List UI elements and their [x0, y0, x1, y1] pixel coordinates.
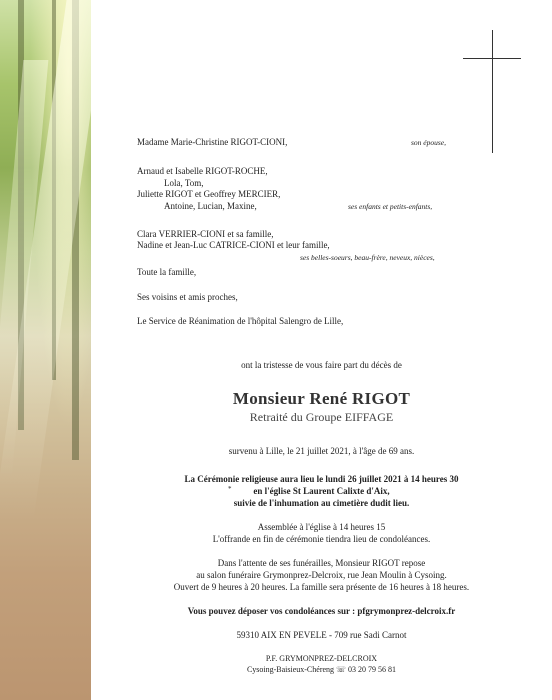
cross-icon [492, 30, 493, 153]
funeral-home-line: Dans l'attente de ses funérailles, Monsieur RIGOT repose [217, 558, 426, 568]
funeral-director-contact: Cysoing-Baisieux-Chéreng ☏ 03 20 79 56 81 [246, 665, 397, 674]
ceremony-line: La Cérémonie religieuse aura lieu le lundi 26 juillet 2021 à 14 heures 30 [184, 474, 459, 484]
family-line: Toute la famille, [137, 267, 197, 277]
ceremony-line: en l'église St Laurent Calixte d'Aix, [253, 486, 390, 496]
family-role: son épouse, [411, 138, 446, 147]
family-line: Clara VERRIER-CIONI et sa famille, [137, 229, 274, 239]
announcement: ont la tristesse de vous faire part du décès de [241, 360, 402, 370]
family-line: Antoine, Lucian, Maxine, [164, 201, 257, 211]
deceased-title: Retraité du Groupe EIFFAGE [249, 410, 394, 424]
funeral-home-line: au salon funéraire Grymonprez-Delcroix, rue Jean Moulin à Cysoing. [196, 570, 447, 580]
family-line: Arnaud et Isabelle RIGOT-ROCHE, [137, 166, 268, 176]
family-line: Ses voisins et amis proches, [137, 292, 238, 302]
family-line: Nadine et Jean-Luc CATRICE-CIONI et leur famille, [137, 240, 330, 250]
funeral-home-line: Ouvert de 9 heures à 20 heures. La famille sera présente de 16 heures à 18 heures. [173, 582, 470, 592]
family-line: Madame Marie-Christine RIGOT-CIONI, [137, 137, 288, 147]
cross-icon-bar [463, 58, 521, 59]
family-line: Juliette RIGOT et Geoffrey MERCIER, [137, 189, 281, 199]
assembly-line: L'offrande en fin de cérémonie tiendra lieu de condoléances. [212, 534, 431, 544]
family-role: ses enfants et petits-enfants, [348, 202, 433, 211]
assembly-line: Assemblée à l'église à 14 heures 15 [257, 522, 386, 532]
bullet-mark: * [228, 485, 232, 493]
death-info: survenu à Lille, le 21 juillet 2021, à l'âge de 69 ans. [228, 446, 415, 456]
condolences-line: Vous pouvez déposer vos condoléances sur : pfgrymonprez-delcroix.fr [187, 606, 456, 616]
address-line: 59310 AIX EN PEVELE - 709 rue Sadi Carnot [236, 630, 407, 640]
family-line: Le Service de Réanimation de l'hôpital Salengro de Lille, [137, 316, 344, 326]
deceased-name: Monsieur René RIGOT [232, 389, 411, 408]
ceremony-line: suivie de l'inhumation au cimetière dudit lieu. [233, 498, 410, 508]
family-role: ses belles-soeurs, beau-frère, neveux, nièces, [300, 253, 435, 262]
family-line: Lola, Tom, [164, 178, 204, 188]
funeral-director-name: P.F. GRYMONPREZ-DELCROIX [265, 654, 378, 663]
forest-photo-border [0, 0, 91, 700]
